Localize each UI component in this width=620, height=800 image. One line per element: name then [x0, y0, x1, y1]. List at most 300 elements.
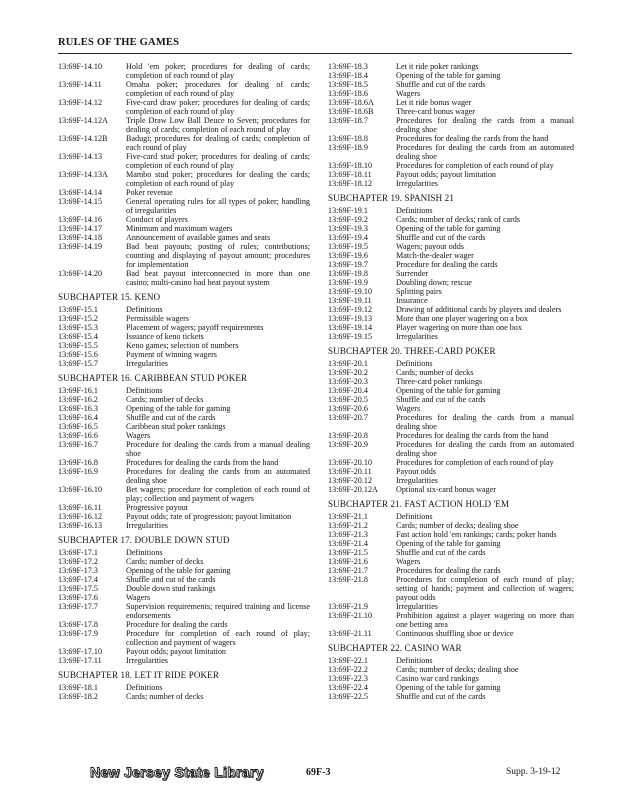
toc-entry [58, 269, 310, 287]
toc-entry [328, 143, 574, 161]
section-title: Irregularities [396, 602, 438, 611]
section-number: 13:69F-21.6 [328, 557, 368, 566]
section-title: Prohibition against a player wagering on more than one betting area [396, 611, 574, 629]
toc-entry [58, 386, 310, 395]
section-number: 13:69F-19.2 [328, 215, 368, 224]
toc-entry [58, 512, 310, 521]
toc-entry [58, 188, 310, 197]
section-title: Wagers [396, 89, 421, 98]
toc-entry [58, 242, 310, 269]
section-number: 13:69F-18.4 [328, 71, 368, 80]
toc-entry [58, 98, 310, 116]
toc-entry [328, 692, 574, 701]
section-title: Splitting pairs [396, 287, 442, 296]
section-number: 13:69F-16.8 [58, 458, 98, 467]
toc-entry [58, 575, 310, 584]
section-number: 13:69F-17.5 [58, 584, 98, 593]
toc-entry [328, 548, 574, 557]
subchapter-heading: SUBCHAPTER 16. CARIBBEAN STUD POKER [58, 373, 248, 383]
toc-entry [58, 458, 310, 467]
toc-entry [328, 512, 574, 521]
section-title: Irregularities [396, 179, 438, 188]
section-title: Procedure for dealing the cards [126, 620, 228, 629]
section-title: Let it ride poker rankings [396, 62, 479, 71]
section-title: Payout odds [396, 467, 436, 476]
section-number: 13:69F-21.9 [328, 602, 368, 611]
page-number: 69F-3 [306, 767, 331, 778]
toc-entry [328, 404, 574, 413]
section-title: Caribbean stud poker rankings [126, 422, 226, 431]
section-title: Poker revenue [126, 188, 173, 197]
section-number: 13:69F-18.11 [328, 170, 372, 179]
section-title: Irregularities [126, 359, 168, 368]
section-number: 13:69F-19.15 [328, 332, 373, 341]
section-title: Keno games; selection of numbers [126, 341, 239, 350]
subchapter-heading: SUBCHAPTER 21. FAST ACTION HOLD 'EM [328, 499, 510, 509]
section-number: 13:69F-15.2 [58, 314, 98, 323]
toc-entry [328, 431, 574, 440]
section-number: 13:69F-14.20 [58, 269, 103, 278]
toc-entry [58, 323, 310, 332]
section-number: 13:69F-21.4 [328, 539, 368, 548]
section-number: 13:69F-17.6 [58, 593, 98, 602]
section-title: Bad beat payouts; posting of rules; contributions; counting and displaying of payout amount; procedures for implementation [126, 242, 310, 269]
section-title: Procedures for dealing the cards [396, 566, 501, 575]
toc-entry [328, 530, 574, 539]
section-number: 13:69F-19.9 [328, 278, 368, 287]
toc-entry [58, 566, 310, 575]
toc-entry [58, 647, 310, 656]
toc-entry [328, 611, 574, 629]
section-title: Procedures for dealing the cards from the hand [126, 458, 279, 467]
section-title: Procedure for dealing the cards from a manual dealing shoe [126, 440, 310, 458]
section-title: Irregularities [126, 656, 168, 665]
section-number: 13:69F-20.9 [328, 440, 368, 449]
section-title: Definitions [126, 305, 163, 314]
subchapter-heading: SUBCHAPTER 19. SPANISH 21 [328, 193, 454, 203]
section-number: 13:69F-20.7 [328, 413, 368, 422]
section-number: 13:69F-21.1 [328, 512, 368, 521]
toc-entry [328, 332, 574, 341]
section-number: 13:69F-18.1 [58, 683, 98, 692]
toc-entry [58, 692, 310, 701]
subchapter-heading: SUBCHAPTER 17. DOUBLE DOWN STUD [58, 535, 230, 545]
toc-entry [328, 440, 574, 458]
section-title: Irregularities [126, 521, 168, 530]
section-number: 13:69F-19.1 [328, 206, 368, 215]
section-number: 13:69F-22.2 [328, 665, 368, 674]
section-number: 13:69F-20.1 [328, 359, 368, 368]
section-number: 13:69F-20.5 [328, 395, 368, 404]
section-title: Shuffle and cut of the cards [396, 692, 486, 701]
toc-entry [328, 539, 574, 548]
section-title: Insurance [396, 296, 428, 305]
toc-entry [328, 377, 574, 386]
section-number: 13:69F-17.11 [58, 656, 102, 665]
toc-entry [328, 656, 574, 665]
section-number: 13:69F-16.1 [58, 386, 98, 395]
section-number: 13:69F-16.11 [58, 503, 102, 512]
section-title: Shuffle and cut of the cards [126, 575, 216, 584]
section-title: Irregularities [396, 332, 438, 341]
section-title: Procedures for dealing the cards from an automated dealing shoe [396, 143, 574, 161]
toc-entry [58, 62, 310, 80]
toc-entry [328, 467, 574, 476]
section-title: Procedures for dealing the cards from an automated dealing shoe [396, 440, 574, 458]
running-head: RULES OF THE GAMES [58, 37, 180, 48]
toc-entry [58, 431, 310, 440]
toc-entry [328, 170, 574, 179]
section-number: 13:69F-19.6 [328, 251, 368, 260]
toc-entry [328, 296, 574, 305]
section-number: 13:69F-18.6A [328, 98, 374, 107]
toc-entry [58, 80, 310, 98]
toc-entry [328, 629, 574, 638]
toc-entry [58, 593, 310, 602]
subchapter-heading: SUBCHAPTER 22. CASINO WAR [328, 643, 462, 653]
toc-entry [328, 413, 574, 431]
section-title: Supervision requirements; required training and license endorsements [126, 602, 310, 620]
section-number: 13:69F-18.9 [328, 143, 368, 152]
section-number: 13:69F-15.7 [58, 359, 98, 368]
section-title: Procedures for completion of each round of play; setting of hands; payment and collection of wagers; payout odds [396, 575, 574, 602]
section-title: Cards; number of decks; dealing shoe [396, 521, 519, 530]
section-number: 13:69F-22.1 [328, 656, 368, 665]
toc-entry [328, 305, 574, 314]
section-number: 13:69F-20.4 [328, 386, 368, 395]
section-number: 13:69F-17.9 [58, 629, 98, 638]
section-title: Procedures for dealing the cards from the hand [396, 134, 549, 143]
section-title: Announcement of available games and seats [126, 233, 271, 242]
section-title: Mambo stud poker; procedures for dealing the cards; completion of each round of play [126, 170, 310, 188]
section-title: Wagers [396, 557, 421, 566]
section-title: Payment of winning wagers [126, 350, 217, 359]
section-title: Surrender [396, 269, 429, 278]
section-number: 13:69F-21.5 [328, 548, 368, 557]
section-number: 13:69F-18.6 [328, 89, 368, 98]
section-title: Cards; number of decks [126, 692, 204, 701]
toc-entry [328, 206, 574, 215]
toc-entry [58, 656, 310, 665]
section-title: Three-card poker rankings [396, 377, 483, 386]
supplement-date: Supp. 3-19-12 [506, 767, 561, 777]
section-number: 13:69F-21.10 [328, 611, 373, 620]
section-title: Double down stud rankings [126, 584, 216, 593]
section-number: 13:69F-14.10 [58, 62, 103, 71]
section-title: Procedure for dealing the cards [396, 260, 498, 269]
toc-entry [328, 224, 574, 233]
subchapter-heading: SUBCHAPTER 18. LET IT RIDE POKER [58, 670, 220, 680]
section-title: Hold 'em poker; procedures for dealing of cards; completion of each round of play [126, 62, 310, 80]
section-title: More than one player wagering on a box [396, 314, 528, 323]
toc-entry [58, 620, 310, 629]
section-title: Wagers [126, 431, 151, 440]
section-number: 13:69F-21.8 [328, 575, 368, 584]
section-number: 13:69F-20.6 [328, 404, 368, 413]
toc-entry [328, 557, 574, 566]
section-title: Five-card stud poker; procedures for dealing of cards; completion of each round of play [126, 152, 310, 170]
section-number: 13:69F-14.12B [58, 134, 108, 143]
section-title: Let it ride bonus wager [396, 98, 472, 107]
section-title: Shuffle and cut of the cards [396, 395, 486, 404]
section-number: 13:69F-18.2 [58, 692, 98, 701]
section-number: 13:69F-22.4 [328, 683, 368, 692]
section-title: Permissible wagers [126, 314, 189, 323]
section-title: Opening of the table for gaming [126, 404, 231, 413]
toc-entry [328, 395, 574, 404]
section-number: 13:69F-14.18 [58, 233, 103, 242]
toc-entry [328, 278, 574, 287]
section-number: 13:69F-19.11 [328, 296, 372, 305]
section-number: 13:69F-22.3 [328, 674, 368, 683]
toc-entry [328, 260, 574, 269]
section-number: 13:69F-14.14 [58, 188, 103, 197]
section-title: Procedures for dealing the cards from a manual dealing shoe [396, 413, 574, 431]
toc-entry [58, 233, 310, 242]
section-number: 13:69F-15.1 [58, 305, 98, 314]
section-number: 13:69F-16.9 [58, 467, 98, 476]
toc-entry [328, 242, 574, 251]
section-number: 13:69F-20.11 [328, 467, 372, 476]
toc-entry [328, 233, 574, 242]
section-number: 13:69F-19.10 [328, 287, 373, 296]
section-number: 13:69F-20.12 [328, 476, 373, 485]
section-number: 13:69F-20.3 [328, 377, 368, 386]
toc-entry [328, 665, 574, 674]
section-title: Badugi; procedures for dealing of cards; completion of each round of play [126, 134, 310, 152]
section-number: 13:69F-19.7 [328, 260, 368, 269]
section-number: 13:69F-16.3 [58, 404, 98, 413]
toc-entry [58, 683, 310, 692]
section-number: 13:69F-14.16 [58, 215, 103, 224]
section-number: 13:69F-14.13A [58, 170, 108, 179]
section-number: 13:69F-14.11 [58, 80, 102, 89]
section-number: 13:69F-19.14 [328, 323, 373, 332]
section-title: Payout odds; rate of progression; payout limitation [126, 512, 292, 521]
section-title: Shuffle and cut of the cards [126, 413, 216, 422]
toc-entry [328, 458, 574, 467]
toc-entry [58, 197, 310, 215]
toc-entry [58, 134, 310, 152]
section-number: 13:69F-20.2 [328, 368, 368, 377]
section-title: Procedures for dealing the cards from an automated dealing shoe [126, 467, 310, 485]
toc-entry [58, 422, 310, 431]
section-title: Optional six-card bonus wager [396, 485, 496, 494]
section-number: 13:69F-19.8 [328, 269, 368, 278]
section-title: Opening of the table for gaming [396, 71, 501, 80]
toc-entry [328, 80, 574, 89]
toc-entry [328, 269, 574, 278]
toc-entry [328, 251, 574, 260]
toc-entry [328, 386, 574, 395]
section-number: 13:69F-14.17 [58, 224, 103, 233]
section-number: 13:69F-14.12 [58, 98, 103, 107]
section-number: 13:69F-16.6 [58, 431, 98, 440]
section-title: Shuffle and cut of the cards [396, 80, 486, 89]
section-title: Issuance of keno tickets [126, 332, 204, 341]
section-number: 13:69F-17.2 [58, 557, 98, 566]
toc-entry [328, 287, 574, 296]
section-number: 13:69F-14.19 [58, 242, 103, 251]
left-column [58, 62, 310, 701]
toc-entry [58, 413, 310, 422]
toc-entry [328, 71, 574, 80]
section-title: Omaha poker; procedures for dealing of cards; completion of each round of play [126, 80, 310, 98]
toc-entry [328, 602, 574, 611]
toc-entry [328, 161, 574, 170]
section-title: Cards; number of decks [126, 395, 204, 404]
toc-entry [58, 440, 310, 458]
section-number: 13:69F-20.10 [328, 458, 373, 467]
section-title: Triple Draw Low Ball Deuce to Seven; procedures for dealing of cards; completion of each round of play [126, 116, 310, 134]
toc-entry [58, 359, 310, 368]
section-title: Definitions [396, 512, 433, 521]
section-title: Cards; number of decks; dealing shoe [396, 665, 519, 674]
toc-entry [328, 368, 574, 377]
section-number: 13:69F-18.8 [328, 134, 368, 143]
section-title: Three-card bonus wager [396, 107, 475, 116]
subchapter-heading: SUBCHAPTER 20. THREE-CARD POKER [328, 346, 496, 356]
section-title: Cards; number of decks [396, 368, 474, 377]
section-number: 13:69F-16.13 [58, 521, 103, 530]
section-title: Procedures for completion of each round of play [396, 161, 554, 170]
section-number: 13:69F-18.5 [328, 80, 368, 89]
section-title: Bad beat payout interconnected in more than one casino; multi-casino bad beat payout system [126, 269, 310, 287]
toc-entry [328, 359, 574, 368]
toc-entry [328, 323, 574, 332]
section-title: Bet wagers; procedure for completion of each round of play; collection and payment of wagers [126, 485, 310, 503]
right-column [328, 62, 574, 701]
toc-entry [58, 521, 310, 530]
section-title: Player wagering on more than one box [396, 323, 522, 332]
section-number: 13:69F-16.2 [58, 395, 98, 404]
section-title: Opening of the table for gaming [396, 539, 501, 548]
section-number: 13:69F-17.3 [58, 566, 98, 575]
toc-entry [58, 332, 310, 341]
section-number: 13:69F-14.12A [58, 116, 108, 125]
header-rule [58, 53, 572, 54]
section-number: 13:69F-17.8 [58, 620, 98, 629]
toc-entry [328, 107, 574, 116]
section-number: 13:69F-21.2 [328, 521, 368, 530]
toc-entry [328, 575, 574, 602]
section-title: Conduct of players [126, 215, 188, 224]
toc-entry [328, 485, 574, 494]
toc-entry [58, 395, 310, 404]
toc-entry [328, 98, 574, 107]
section-title: Fast action hold 'em rankings; cards; poker hands [396, 530, 557, 539]
section-title: Match-the-dealer wager [396, 251, 474, 260]
toc-entry [58, 584, 310, 593]
section-number: 13:69F-17.4 [58, 575, 98, 584]
section-number: 13:69F-18.7 [328, 116, 368, 125]
section-title: Procedure for completion of each round of play; collection and payment of wagers [126, 629, 310, 647]
section-title: Doubling down; rescue [396, 278, 472, 287]
toc-entry [328, 89, 574, 98]
section-title: Cards; number of decks; rank of cards [396, 215, 521, 224]
section-number: 13:69F-17.10 [58, 647, 103, 656]
toc-entry [328, 62, 574, 71]
section-number: 13:69F-14.13 [58, 152, 103, 161]
toc-entry [58, 350, 310, 359]
toc-entry [58, 341, 310, 350]
toc-entry [328, 674, 574, 683]
toc-entry [58, 224, 310, 233]
toc-entry [328, 179, 574, 188]
section-number: 13:69F-20.8 [328, 431, 368, 440]
section-number: 13:69F-21.7 [328, 566, 368, 575]
section-title: Definitions [396, 656, 433, 665]
section-title: Shuffle and cut of the cards [396, 233, 486, 242]
section-title: Definitions [126, 386, 163, 395]
toc-entry [328, 476, 574, 485]
section-title: Procedures for completion of each round of play [396, 458, 554, 467]
section-title: Wagers; payout odds [396, 242, 464, 251]
section-title: Payout odds; payout limitation [396, 170, 496, 179]
section-title: Definitions [396, 206, 433, 215]
section-title: Drawing of additional cards by players and dealers [396, 305, 562, 314]
section-number: 13:69F-18.12 [328, 179, 373, 188]
section-title: Five-card draw poker; procedures for dealing of cards; completion of each round of play [126, 98, 310, 116]
section-title: Definitions [396, 359, 433, 368]
subchapter-heading: SUBCHAPTER 15. KENO [58, 292, 161, 302]
section-title: Procedures for dealing the cards from a manual dealing shoe [396, 116, 574, 134]
toc-entry [58, 404, 310, 413]
section-number: 13:69F-15.3 [58, 323, 98, 332]
toc-entry [328, 134, 574, 143]
section-title: General operating rules for all types of poker; handling of irregularities [126, 197, 310, 215]
toc-entry [58, 503, 310, 512]
section-number: 13:69F-19.4 [328, 233, 368, 242]
section-title: Opening of the table for gaming [396, 224, 501, 233]
section-title: Definitions [126, 683, 163, 692]
toc-entry [58, 305, 310, 314]
section-title: Procedures for dealing the cards from the hand [396, 431, 549, 440]
section-number: 13:69F-17.7 [58, 602, 98, 611]
toc-entry [58, 116, 310, 134]
section-number: 13:69F-15.4 [58, 332, 98, 341]
section-number: 13:69F-16.7 [58, 440, 98, 449]
section-title: Placement of wagers; payoff requirements [126, 323, 264, 332]
section-number: 13:69F-16.4 [58, 413, 98, 422]
section-number: 13:69F-18.6B [328, 107, 374, 116]
section-number: 13:69F-15.6 [58, 350, 98, 359]
toc-entry [58, 467, 310, 485]
section-title: Payout odds; payout limitation [126, 647, 226, 656]
toc-entry [58, 485, 310, 503]
section-number: 13:69F-18.10 [328, 161, 373, 170]
section-number: 13:69F-19.12 [328, 305, 373, 314]
section-number: 13:69F-21.3 [328, 530, 368, 539]
section-title: Progressive payout [126, 503, 189, 512]
toc-entry [58, 557, 310, 566]
toc-entry [58, 602, 310, 620]
toc-entry [58, 548, 310, 557]
section-number: 13:69F-21.11 [328, 629, 372, 638]
section-title: Wagers [126, 593, 151, 602]
section-title: Irregularities [396, 476, 438, 485]
section-title: Opening of the table for gaming [396, 386, 501, 395]
toc-entry [328, 521, 574, 530]
toc-entry [58, 215, 310, 224]
section-title: Wagers [396, 404, 421, 413]
section-title: Definitions [126, 548, 163, 557]
section-number: 13:69F-16.12 [58, 512, 103, 521]
section-number: 13:69F-16.10 [58, 485, 103, 494]
section-title: Opening of the table for gaming [126, 566, 231, 575]
toc-entry [58, 170, 310, 188]
toc-entry [328, 683, 574, 692]
